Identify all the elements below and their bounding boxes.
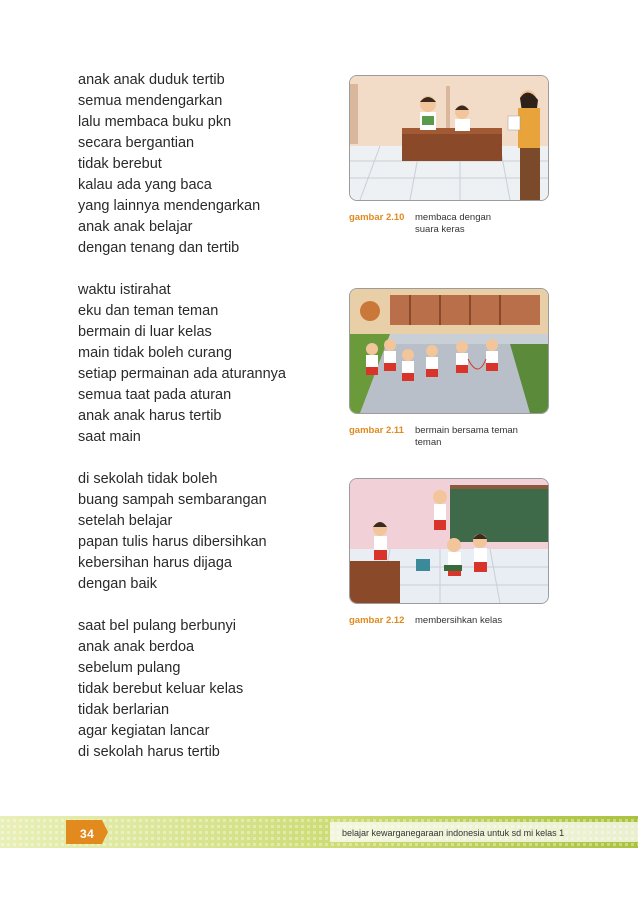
figure-label: gambar 2.10 bbox=[349, 212, 405, 223]
poem-line: semua mendengarkan bbox=[78, 93, 223, 109]
poem-line: di sekolah harus tertib bbox=[78, 744, 220, 760]
poem-line: dengan tenang dan tertib bbox=[78, 240, 240, 256]
playground-illustration bbox=[349, 288, 549, 414]
page-number: 34 bbox=[80, 827, 95, 841]
poem-line: dengan baik bbox=[78, 576, 158, 592]
poem-line: tidak berlarian bbox=[78, 702, 170, 718]
poem-line: buang sampah sembarangan bbox=[78, 492, 267, 508]
figure-2-11 bbox=[349, 288, 549, 449]
poem-stanza-2 bbox=[78, 280, 338, 448]
poem-line: agar kegiatan lancar bbox=[78, 723, 210, 739]
poem-line: yang lainnya mendengarkan bbox=[78, 198, 261, 214]
poem-stanza-3 bbox=[78, 469, 338, 595]
cleaning-class-illustration bbox=[349, 478, 549, 604]
poem-stanza-4 bbox=[78, 616, 338, 763]
poem-line: anak anak duduk tertib bbox=[78, 72, 225, 88]
poem-line: bermain di luar kelas bbox=[78, 324, 212, 340]
poem-line: tidak berebut bbox=[78, 156, 162, 172]
figure-2-12 bbox=[349, 478, 549, 627]
classroom-reading-illustration bbox=[349, 75, 549, 201]
figure-description: membaca dengan suara keras bbox=[415, 212, 492, 235]
poem-line: anak anak belajar bbox=[78, 219, 193, 235]
poem-line: kalau ada yang baca bbox=[78, 177, 212, 193]
poem-line: setelah belajar bbox=[78, 513, 173, 529]
figure-label: gambar 2.12 bbox=[349, 615, 405, 626]
poem-line: secara bergantian bbox=[78, 135, 195, 151]
figure-caption bbox=[349, 615, 549, 627]
poem-text bbox=[78, 70, 338, 784]
poem-line: waktu istirahat bbox=[78, 282, 171, 298]
figure-2-10 bbox=[349, 75, 549, 236]
poem-line: setiap permainan ada aturannya bbox=[78, 366, 286, 382]
poem-stanza-1 bbox=[78, 70, 338, 259]
poem-line: sebelum pulang bbox=[78, 660, 181, 676]
poem-line: lalu membaca buku pkn bbox=[78, 114, 232, 130]
poem-line: main tidak boleh curang bbox=[78, 345, 232, 361]
figure-caption bbox=[349, 212, 549, 236]
poem-line: tidak berebut keluar kelas bbox=[78, 681, 244, 697]
poem-line: anak anak berdoa bbox=[78, 639, 195, 655]
figure-description: membersihkan kelas bbox=[415, 615, 503, 626]
poem-line: anak anak harus tertib bbox=[78, 408, 222, 424]
figure-caption bbox=[349, 425, 549, 449]
figure-description: bermain bersama teman teman bbox=[415, 425, 518, 448]
poem-line: kebersihan harus dijaga bbox=[78, 555, 232, 571]
poem-line: semua taat pada aturan bbox=[78, 387, 232, 403]
poem-line: eku dan teman teman bbox=[78, 303, 219, 319]
page-footer bbox=[0, 812, 638, 854]
poem-line: saat main bbox=[78, 429, 141, 445]
book-title: belajar kewarganegaraan indonesia untuk sd mi kelas 1 bbox=[342, 828, 565, 838]
poem-line: saat bel pulang berbunyi bbox=[78, 618, 237, 634]
figure-label: gambar 2.11 bbox=[349, 425, 404, 436]
poem-line: di sekolah tidak boleh bbox=[78, 471, 218, 487]
poem-line: papan tulis harus dibersihkan bbox=[78, 534, 267, 550]
